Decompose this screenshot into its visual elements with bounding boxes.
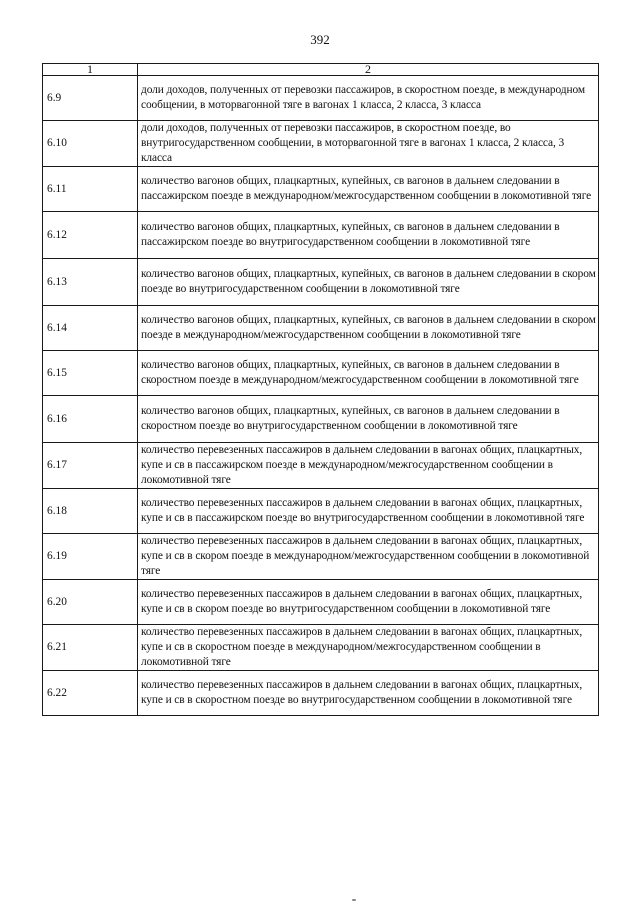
table-row bbox=[43, 167, 599, 212]
row-description: доли доходов, полученных от перевозки пассажиров, в скоростном поезде, во внутригосударственном сообщении, в моторвагонной тяге в вагонах 1 класса, 2 класса, 3 класса bbox=[138, 121, 599, 167]
table-row bbox=[43, 489, 599, 534]
row-number: 6.15 bbox=[43, 351, 138, 396]
table-row bbox=[43, 396, 599, 443]
column-header-description: 2 bbox=[138, 64, 599, 76]
row-description: количество перевезенных пассажиров в дальнем следовании в вагонах общих, плацкартных, купе и св в скором поезде во внутригосударственном сообщении в локомотивной тяге bbox=[138, 580, 599, 625]
row-number: 6.17 bbox=[43, 443, 138, 489]
row-description: количество перевезенных пассажиров в дальнем следовании в вагонах общих, плацкартных, купе и св в скоростном поезде в международном/межгосударственном сообщении в локомотивной тяге bbox=[138, 625, 599, 671]
row-number: 6.22 bbox=[43, 671, 138, 716]
table-row bbox=[43, 306, 599, 351]
row-number: 6.20 bbox=[43, 580, 138, 625]
row-description: количество вагонов общих, плацкартных, купейных, св вагонов в дальнем следовании в скоростном поезде в международном/межгосударственном сообщении в локомотивной тяге bbox=[138, 351, 599, 396]
row-number: 6.18 bbox=[43, 489, 138, 534]
row-number: 6.11 bbox=[43, 167, 138, 212]
table-row bbox=[43, 443, 599, 489]
row-description: количество перевезенных пассажиров в дальнем следовании в вагонах общих, плацкартных, купе и св в скором поезде в международном/межгосударственном сообщении в локомотивной тяге bbox=[138, 534, 599, 580]
table-row bbox=[43, 351, 599, 396]
table-row bbox=[43, 580, 599, 625]
page-number: 392 bbox=[310, 32, 330, 47]
table-row bbox=[43, 625, 599, 671]
row-description: количество перевезенных пассажиров в дальнем следовании в вагонах общих, плацкартных, купе и св в скоростном поезде во внутригосударственном сообщении в локомотивной тяге bbox=[138, 671, 599, 716]
row-number: 6.10 bbox=[43, 121, 138, 167]
row-number: 6.9 bbox=[43, 76, 138, 121]
row-description: количество вагонов общих, плацкартных, купейных, св вагонов в дальнем следовании в скоростном поезде во внутригосударственном сообщении в локомотивной тяге bbox=[138, 396, 599, 443]
row-description: количество вагонов общих, плацкартных, купейных, св вагонов в дальнем следовании в скором поезде в международном/межгосударственном сообщении в локомотивной тяге bbox=[138, 306, 599, 351]
row-description: количество вагонов общих, плацкартных, купейных, св вагонов в дальнем следовании в пассажирском поезде в международном/межгосударственном сообщении в локомотивной тяге bbox=[138, 167, 599, 212]
row-description: количество перевезенных пассажиров в дальнем следовании в вагонах общих, плацкартных, купе и св в пассажирском поезде во внутригосударственном сообщении в локомотивной тяге bbox=[138, 489, 599, 534]
table-row bbox=[43, 212, 599, 259]
row-description: количество вагонов общих, плацкартных, купейных, св вагонов в дальнем следовании в скором поезде во внутригосударственном сообщении в локомотивной тяге bbox=[138, 259, 599, 306]
row-description: количество перевезенных пассажиров в дальнем следовании в вагонах общих, плацкартных, купе и св в пассажирском поезде в международном/межгосударственном сообщении в локомотивной тяге bbox=[138, 443, 599, 489]
table-header-row bbox=[43, 64, 599, 76]
scan-mark bbox=[352, 899, 356, 901]
row-number: 6.12 bbox=[43, 212, 138, 259]
row-number: 6.16 bbox=[43, 396, 138, 443]
table-row bbox=[43, 121, 599, 167]
row-description: количество вагонов общих, плацкартных, купейных, св вагонов в дальнем следовании в пассажирском поезде во внутригосударственном сообщении в локомотивной тяге bbox=[138, 212, 599, 259]
row-number: 6.13 bbox=[43, 259, 138, 306]
row-number: 6.21 bbox=[43, 625, 138, 671]
row-number: 6.14 bbox=[43, 306, 138, 351]
row-number: 6.19 bbox=[43, 534, 138, 580]
table-row bbox=[43, 671, 599, 716]
table-row bbox=[43, 259, 599, 306]
table-row bbox=[43, 534, 599, 580]
column-header-number: 1 bbox=[43, 64, 138, 76]
row-description: доли доходов, полученных от перевозки пассажиров, в скоростном поезде, в международном сообщении, в моторвагонной тяге в вагонах 1 класса, 2 класса, 3 класса bbox=[138, 76, 599, 121]
indicator-table bbox=[42, 63, 599, 716]
table-row bbox=[43, 76, 599, 121]
